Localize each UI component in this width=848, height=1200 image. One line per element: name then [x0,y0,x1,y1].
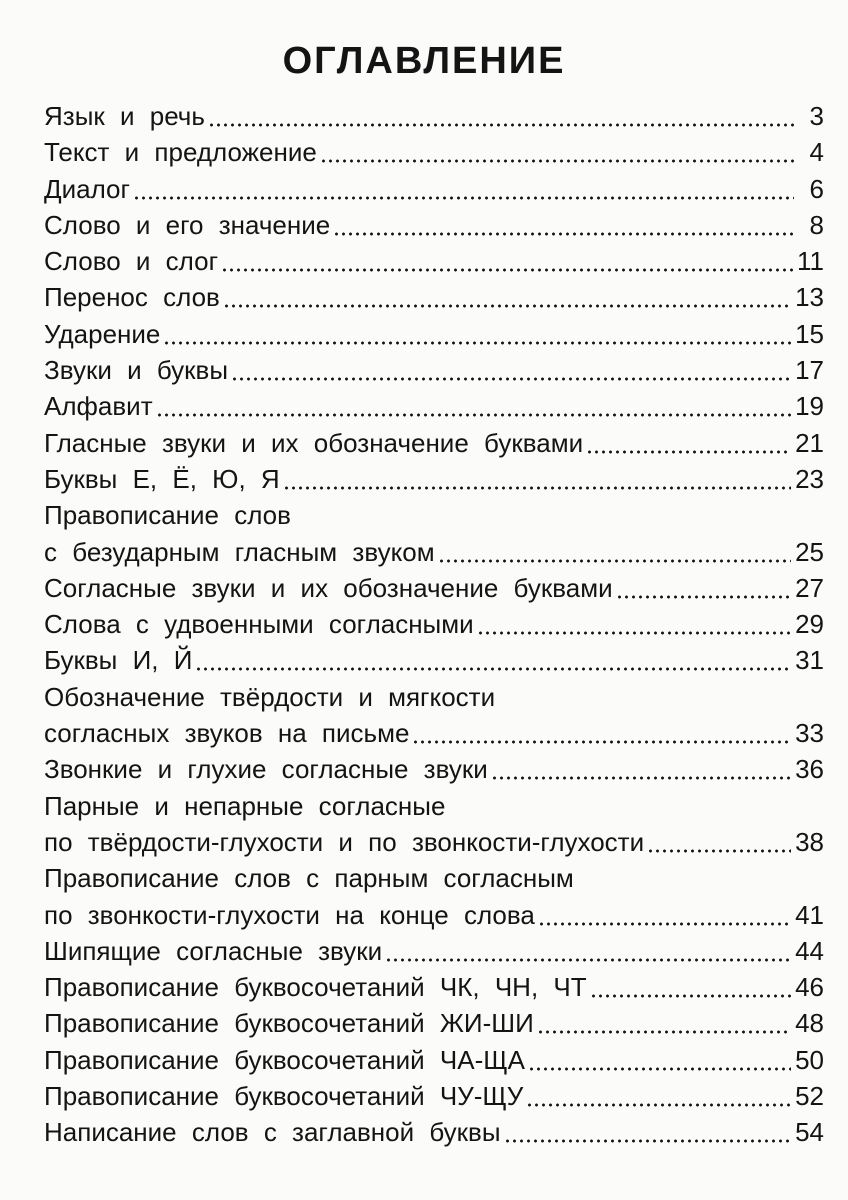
toc-entry-label: Текст и предложение [44,137,317,168]
toc-page-number: 17 [795,355,824,386]
toc-entry-label: Парные и непарные согласные [44,790,446,821]
toc-entry-label: Правописание слов с парным согласным [44,863,574,894]
toc-entry-line-continued [44,497,824,533]
toc-entry-label: Звуки и буквы [44,355,229,386]
dot-leader [283,486,791,490]
toc-entry-line [44,461,824,497]
toc-page-number: 3 [809,101,824,131]
toc-entry-label: с безударным гласным звуком [44,536,435,567]
toc-entry-line [44,352,824,388]
toc-entry-line [44,824,824,860]
toc-entry-label: Правописание буквосочетаний ЧУ-ЩУ [44,1081,524,1112]
toc-entry-label: Алфавит [44,391,153,422]
toc-entry-label: Диалог [44,173,130,204]
dot-leader [491,776,791,780]
toc-entry-label: Гласные звуки и их обозначение буквами [44,427,584,458]
table-of-contents [44,98,824,1151]
toc-entry-label: Перенос слов [44,282,220,313]
toc-page-number: 52 [795,1081,824,1112]
toc-entry-label: Слово и слог [44,246,219,277]
toc-page-number: 25 [795,536,824,567]
dot-leader [385,958,791,962]
toc-entry[interactable] [44,969,824,1005]
toc-entry-label: Ударение [44,318,161,349]
toc-entry-line [44,933,824,969]
toc-entry-line [44,98,824,134]
toc-page-number: 23 [795,463,824,494]
toc-page-number: 19 [795,391,824,422]
dot-leader [537,1030,791,1034]
toc-entry[interactable] [44,1078,824,1114]
toc-entry-line [44,1042,824,1078]
toc-page-number: 15 [795,318,824,349]
toc-entry[interactable] [44,1005,824,1041]
toc-entry[interactable] [44,279,824,315]
dot-leader [221,268,793,272]
dot-leader [333,232,794,236]
dot-leader [526,1103,791,1107]
dot-leader [320,159,794,163]
toc-entry-line-continued [44,679,824,715]
toc-page-number: 48 [795,1008,824,1039]
toc-entry-label: Слова с удвоенными согласными [44,609,474,640]
toc-entry-label: Звонкие и глухие согласные звуки [44,754,488,785]
toc-page-number: 33 [795,718,824,749]
dot-leader [616,595,791,599]
toc-entry-line [44,1114,824,1150]
toc-entry[interactable] [44,497,824,570]
toc-entry[interactable] [44,425,824,461]
toc-entry-line-continued [44,860,824,896]
dot-leader [231,377,791,381]
toc-page-number: 4 [809,137,824,168]
toc-entry[interactable] [44,316,824,352]
toc-entry-label: Правописание буквосочетаний ЖИ-ШИ [44,1008,534,1039]
toc-entry-line [44,279,824,315]
toc-entry-line [44,969,824,1005]
toc-entry-label: Обозначение твёрдости и мягкости [44,681,496,712]
toc-entry[interactable] [44,933,824,969]
toc-entry[interactable] [44,642,824,678]
toc-page-number: 21 [795,427,824,458]
toc-entry-line [44,1078,824,1114]
toc-entry[interactable] [44,243,824,279]
toc-entry-line [44,751,824,787]
toc-entry-line [44,642,824,678]
toc-entry-line [44,715,824,751]
toc-entry-label: Слово и его значение [44,209,331,240]
toc-page-number: 31 [795,645,824,676]
toc-page-number: 13 [795,282,824,313]
toc-entry[interactable] [44,1114,824,1150]
page-title: ОГЛАВЛЕНИЕ [282,40,566,82]
dot-leader [477,631,791,635]
toc-entry[interactable] [44,1042,824,1078]
dot-leader [223,304,791,308]
toc-page-number: 50 [795,1044,824,1075]
dot-leader [590,994,791,998]
toc-entry[interactable] [44,570,824,606]
toc-entry[interactable] [44,134,824,170]
toc-entry[interactable] [44,788,824,861]
toc-entry-label: Правописание слов [44,500,291,531]
toc-entry-label: Шипящие согласные звуки [44,935,383,966]
toc-entry-line [44,388,824,424]
dot-leader [195,667,791,671]
toc-page-number: 11 [797,246,824,277]
toc-entry[interactable] [44,606,824,642]
toc-entry[interactable] [44,207,824,243]
toc-page-number: 38 [795,826,824,857]
toc-page-number: 8 [809,209,824,240]
toc-entry-line [44,316,824,352]
dot-leader [133,196,794,200]
toc-entry-label: Написание слов с заглавной буквы [44,1117,501,1148]
toc-entry-label: согласных звуков на письме [44,718,410,749]
dot-leader [412,740,791,744]
dot-leader [586,450,791,454]
toc-entry-label: Правописание буквосочетаний ЧА-ЩА [44,1044,525,1075]
toc-entry-line [44,425,824,461]
toc-entry-line [44,534,824,570]
toc-entry-label: по звонкости-глухости на конце слова [44,899,535,930]
toc-page-number: 36 [795,754,824,785]
toc-entry-line [44,243,824,279]
toc-entry-label: Буквы Е, Ё, Ю, Я [44,463,280,494]
toc-page-number: 29 [795,609,824,640]
toc-entry-line-continued [44,788,824,824]
toc-entry-label: Правописание буквосочетаний ЧК, ЧН, ЧТ [44,972,587,1003]
toc-page-number: 27 [795,572,824,603]
toc-page-number: 41 [795,899,824,930]
toc-entry[interactable] [44,679,824,752]
toc-entry[interactable] [44,352,824,388]
toc-page-number: 54 [795,1117,824,1148]
toc-entry-line [44,171,824,207]
toc-entry-label: по твёрдости-глухости и по звонкости-глухости [44,826,645,857]
dot-leader [438,559,792,563]
toc-entry-line [44,1005,824,1041]
toc-entry-line [44,134,824,170]
toc-entry[interactable] [44,98,824,134]
toc-entry-line [44,606,824,642]
toc-entry-line [44,207,824,243]
toc-entry[interactable] [44,751,824,787]
dot-leader [528,1067,791,1071]
dot-leader [504,1139,792,1143]
toc-page-number: 46 [795,972,824,1003]
toc-entry-label: Буквы И, Й [44,645,193,676]
toc-entry-label: Согласные звуки и их обозначение буквами [44,572,613,603]
toc-entry[interactable] [44,461,824,497]
toc-entry-label: Язык и речь [44,101,205,131]
dot-leader [163,341,791,345]
dot-leader [208,123,794,127]
toc-entry[interactable] [44,860,824,933]
dot-leader [538,922,791,926]
toc-page-number: 44 [795,935,824,966]
toc-entry[interactable] [44,171,824,207]
toc-entry[interactable] [44,388,824,424]
dot-leader [647,849,791,853]
toc-page-number: 6 [809,173,824,204]
toc-entry-line [44,897,824,933]
toc-entry-line [44,570,824,606]
dot-leader [156,413,791,417]
